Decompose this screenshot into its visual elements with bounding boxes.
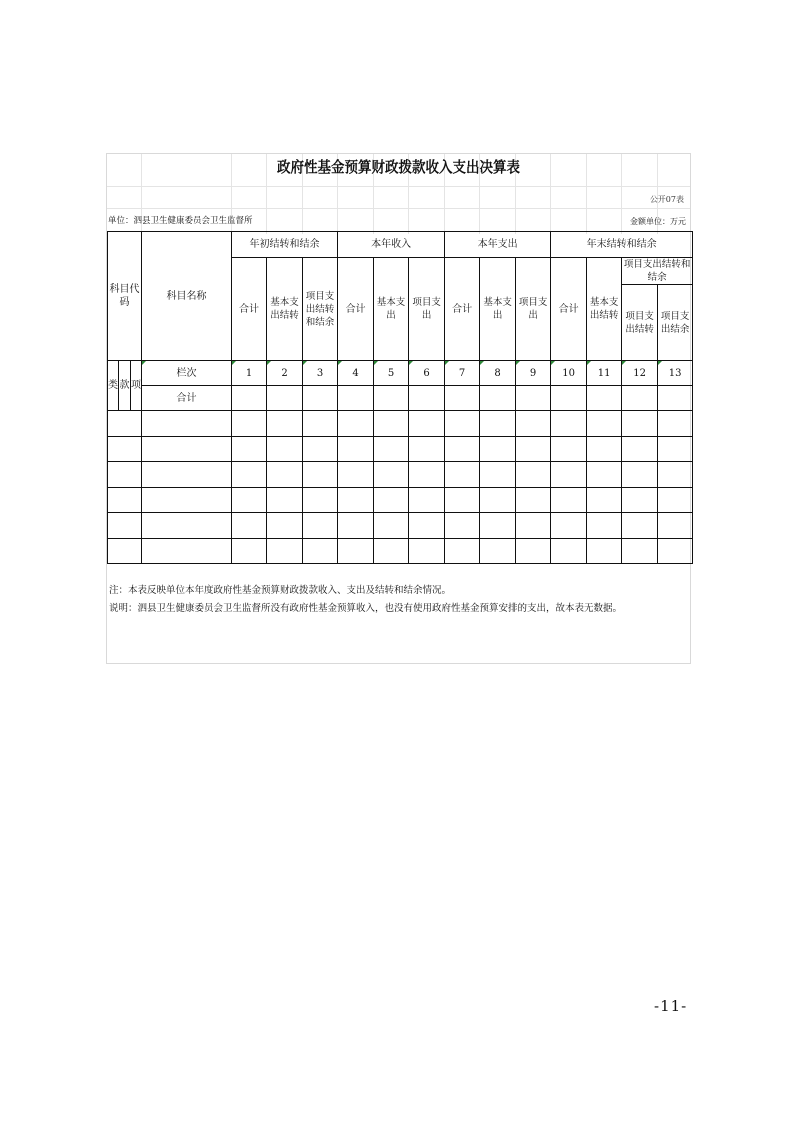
ending-project-carry-header: 项目支出结转 — [622, 285, 658, 361]
beginning-project-carry-surplus-header: 项目支出结转和结余 — [303, 258, 338, 361]
expense-total-header: 合计 — [445, 258, 480, 361]
notes-block — [109, 582, 622, 618]
note-line: 说明：泗县卫生健康委员会卫生监督所没有政府性基金预算收入，也没有使用政府性基金预算安排的支出，故本表无数据。 — [109, 603, 623, 614]
ending-project-surplus-header: 项目支出结余 — [658, 285, 693, 361]
table-cell — [338, 386, 374, 411]
column-number: 2 — [267, 361, 303, 386]
table-cell — [445, 386, 480, 411]
column-number: 3 — [303, 361, 338, 386]
report-sheet — [106, 153, 691, 664]
page-title: 政府性基金预算财政拨款收入支出决算表 — [276, 158, 520, 176]
table-cell — [658, 386, 693, 411]
table-row — [108, 462, 693, 488]
expense-project-header: 项目支出 — [516, 258, 551, 361]
table-row — [108, 538, 693, 564]
expense-basic-header: 基本支出 — [480, 258, 516, 361]
column-number: 1 — [232, 361, 267, 386]
income-basic-header: 基本支出 — [374, 258, 409, 361]
table-row — [108, 436, 693, 462]
beginning-total-header: 合计 — [232, 258, 267, 361]
ending-project-sub-header: 项目支出结转和结余 — [622, 258, 693, 285]
annual-expense-header: 本年支出 — [445, 232, 551, 258]
column-number: 7 — [445, 361, 480, 386]
table-cell — [409, 386, 445, 411]
column-number: 12 — [622, 361, 658, 386]
table-cell — [516, 386, 551, 411]
income-total-header: 合计 — [338, 258, 374, 361]
ending-total-header: 合计 — [551, 258, 587, 361]
column-number: 5 — [374, 361, 409, 386]
table-cell — [587, 386, 622, 411]
sum-row-label: 合计 — [142, 386, 232, 411]
ending-balance-header: 年末结转和结余 — [551, 232, 693, 258]
kuan-header: 款 — [119, 361, 131, 411]
table-cell — [622, 386, 658, 411]
note-line: 注：本表反映单位本年度政府性基金预算财政拨款收入、支出及结转和结余情况。 — [109, 585, 452, 596]
xiang-header: 项 — [131, 361, 142, 411]
table-cell — [232, 386, 267, 411]
amount-unit: 金额单位：万元 — [630, 217, 686, 226]
column-number: 8 — [480, 361, 516, 386]
page-number: -11- — [654, 997, 688, 1015]
table-cell — [267, 386, 303, 411]
income-project-header: 项目支出 — [409, 258, 445, 361]
beginning-basic-carry-header: 基本支出结转 — [267, 258, 303, 361]
table-cell — [303, 386, 338, 411]
column-label: 栏次 — [142, 361, 232, 386]
annual-income-header: 本年收入 — [338, 232, 445, 258]
table-row — [108, 411, 693, 437]
table-cell — [551, 386, 587, 411]
reporting-unit: 单位：泗县卫生健康委员会卫生监督所 — [108, 216, 253, 226]
column-number: 4 — [338, 361, 374, 386]
subject-name-header: 科目名称 — [142, 232, 232, 361]
form-number: 公开07表 — [649, 195, 684, 204]
subject-code-header: 科目代码 — [108, 232, 142, 361]
budget-table — [107, 231, 693, 564]
column-number: 6 — [409, 361, 445, 386]
ending-basic-carry-header: 基本支出结转 — [587, 258, 622, 361]
column-number: 10 — [551, 361, 587, 386]
lei-header: 类 — [108, 361, 119, 411]
column-number: 11 — [587, 361, 622, 386]
column-number: 9 — [516, 361, 551, 386]
beginning-balance-header: 年初结转和结余 — [232, 232, 338, 258]
table-cell — [374, 386, 409, 411]
table-cell — [480, 386, 516, 411]
table-row — [108, 487, 693, 513]
column-number: 13 — [658, 361, 693, 386]
table-row — [108, 513, 693, 539]
